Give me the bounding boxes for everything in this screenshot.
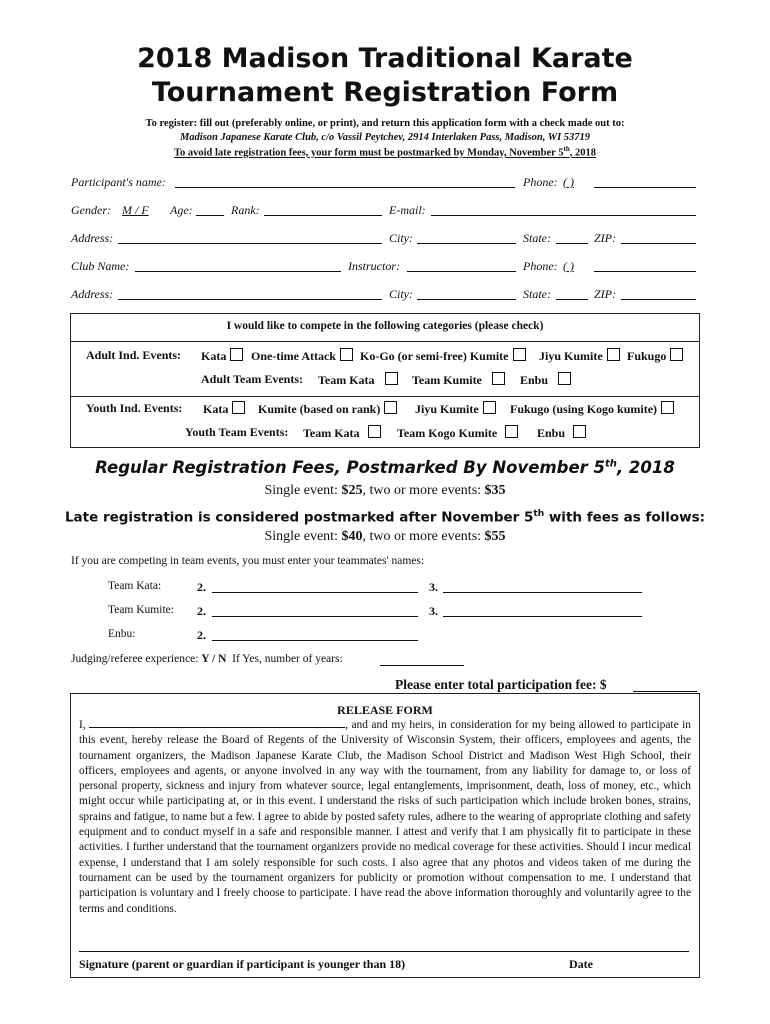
release-form-heading: RELEASE FORM — [337, 703, 433, 717]
city-label: City: — [389, 231, 413, 245]
intro-address: Madison Japanese Karate Club, c/o Vassil Peytchev, 2914 Interlaken Pass, Madison, WI 53719 — [179, 132, 591, 143]
team-kumite-2-label: 2. — [197, 604, 206, 618]
club-state-field[interactable] — [556, 287, 588, 300]
checkbox[interactable] — [232, 401, 245, 414]
instructor-field[interactable] — [407, 259, 516, 272]
judging-years-field[interactable] — [380, 653, 464, 666]
team-kumite-label: Team Kumite: — [108, 604, 174, 616]
checkbox[interactable] — [368, 425, 381, 438]
phone-label: Phone: — [523, 175, 558, 189]
rank-field[interactable] — [264, 203, 382, 216]
club-name-label: Club Name: — [71, 259, 130, 273]
youth-team-label: Youth Team Events: — [185, 425, 289, 439]
club-zip-field[interactable] — [621, 287, 696, 300]
club-phone-field[interactable] — [594, 259, 696, 272]
adult-ind-jiyu-kumite[interactable]: Jiyu Kumite — [539, 348, 620, 364]
judging-line: Judging/referee experience: Y / N If Yes, number of years: — [71, 653, 343, 665]
signature-label: Signature (parent or guardian if participant is younger than 18) — [79, 957, 406, 971]
checkbox[interactable] — [505, 425, 518, 438]
checkbox[interactable] — [340, 348, 353, 361]
adult-team-enbu[interactable]: Enbu — [520, 372, 571, 388]
categories-heading: I would like to compete in the following categories (please check) — [226, 320, 544, 332]
checkbox[interactable] — [558, 372, 571, 385]
checkbox[interactable] — [492, 372, 505, 385]
club-phone-label: Phone: — [523, 259, 558, 273]
adult-ind-fukugo[interactable]: Fukugo — [627, 348, 683, 364]
adult-team-kata[interactable]: Team Kata — [318, 372, 398, 388]
team-kata-2-label: 2. — [197, 580, 206, 594]
enbu-label: Enbu: — [108, 628, 136, 640]
youth-ind-jiyu-kumite[interactable]: Jiyu Kumite — [415, 401, 496, 417]
club-name-field[interactable] — [135, 259, 341, 272]
age-field[interactable] — [196, 203, 224, 216]
page-title-line2: Tournament Registration Form — [151, 77, 619, 108]
phone-field[interactable] — [594, 175, 696, 188]
checkbox[interactable] — [607, 348, 620, 361]
youth-ind-fukugo[interactable]: Fukugo (using Kogo kumite) — [510, 401, 674, 417]
enbu-2-field[interactable] — [212, 628, 418, 641]
participant-name-label: Participant's name: — [71, 175, 166, 189]
teammates-intro: If you are competing in team events, you must enter your teammates' names: — [71, 555, 425, 567]
youth-team-kogo-kumite[interactable]: Team Kogo Kumite — [397, 425, 518, 441]
enbu-2-label: 2. — [197, 628, 206, 642]
team-kata-2-field[interactable] — [212, 580, 418, 593]
phone-area-code: ( ) — [563, 175, 574, 189]
age-label: Age: — [170, 203, 193, 217]
adult-ind-kogo[interactable]: Ko-Go (or semi-free) Kumite — [360, 348, 526, 364]
team-kumite-3-field[interactable] — [443, 604, 642, 617]
team-kumite-2-field[interactable] — [212, 604, 418, 617]
adult-ind-one-time-attack[interactable]: One-time Attack — [251, 348, 353, 364]
intro-deadline: To avoid late registration fees, your form must be postmarked by Monday, November 5th, 2018 — [173, 145, 597, 159]
youth-team-kata[interactable]: Team Kata — [303, 425, 381, 441]
club-state-label: State: — [523, 287, 551, 301]
team-kumite-3-label: 3. — [429, 604, 438, 618]
club-city-field[interactable] — [417, 287, 516, 300]
checkbox[interactable] — [230, 348, 243, 361]
checkbox[interactable] — [385, 372, 398, 385]
categories-divider-mid — [70, 396, 700, 397]
late-fees-heading: Late registration is considered postmarked after November 5th with fees as follows: — [64, 509, 706, 526]
instructor-label: Instructor: — [348, 259, 400, 273]
regular-fees-heading: Regular Registration Fees, Postmarked By November 5th, 2018 — [95, 458, 675, 477]
state-field[interactable] — [556, 231, 588, 244]
checkbox[interactable] — [513, 348, 526, 361]
categories-divider-top — [70, 341, 700, 342]
club-phone-area-code: ( ) — [563, 259, 574, 273]
youth-ind-label: Youth Ind. Events: — [86, 401, 183, 415]
address-label: Address: — [71, 231, 114, 245]
adult-ind-label: Adult Ind. Events: — [86, 348, 182, 362]
youth-ind-kata[interactable]: Kata — [203, 401, 245, 417]
checkbox[interactable] — [661, 401, 674, 414]
zip-field[interactable] — [621, 231, 696, 244]
email-label: E-mail: — [389, 203, 426, 217]
gender-options[interactable]: M / F — [122, 203, 149, 217]
checkbox[interactable] — [483, 401, 496, 414]
page-title-line1: 2018 Madison Traditional Karate — [137, 43, 633, 74]
regular-fees-line: Single event: $25, two or more events: $35 — [264, 483, 506, 498]
release-form-text: I, , and and my heirs, in consideration for my being allowed to participate in this event, hereby release the Board of Regents of the University of Wisconsin System, their officers, employees and agents, the tournament organizers, the Madison Japanese Karate Club, the Madison School District and Madison West High School, their officers, employees and agents, or anyone involved in any way with the tournament, from any liability for damage to, or loss of personal property, sickness and injury from whatever source, legal entanglements, imprisonment, death, loss of money, etc., which might occur while participating at, or in this event. I understand the risks of such participation which include broken bones, strains, sprains and fatigue, to name but a few. I agree to abide by posted safety rules, adhere to the wearing of appropriate clothing and safety equipment and to conduct myself in a safe and responsible manner. I attest and verify that I am physically fit to participate in these activities. I further understand that the tournament organizers provide no medical coverage for these activities. Should I incur medical expense, I understand that I am solely responsible for such costs. I also agree that any photos and videos taken of me during the tournament can be used by the tournament organizers for publicity or promotion without compensation to me. I understand that participation is voluntary and I freely choose to participate. I have read the above information thoroughly and voluntarily agree to the terms and conditions. — [79, 719, 691, 915]
rank-label: Rank: — [231, 203, 260, 217]
club-address-label: Address: — [71, 287, 114, 301]
checkbox[interactable] — [670, 348, 683, 361]
adult-team-kumite[interactable]: Team Kumite — [412, 372, 505, 388]
release-name-field[interactable] — [89, 717, 345, 728]
team-kata-3-field[interactable] — [443, 580, 642, 593]
address-field[interactable] — [118, 231, 382, 244]
signature-line[interactable] — [79, 951, 689, 952]
youth-team-enbu[interactable]: Enbu — [537, 425, 586, 441]
date-label: Date — [569, 957, 593, 971]
participant-name-field[interactable] — [175, 175, 515, 188]
email-field[interactable] — [431, 203, 696, 216]
adult-team-label: Adult Team Events: — [201, 372, 304, 386]
team-kata-3-label: 3. — [429, 580, 438, 594]
zip-label: ZIP: — [594, 231, 616, 245]
intro-instructions: To register: fill out (preferably online, or print), and return this application form with a check made out to: — [145, 118, 625, 129]
club-address-field[interactable] — [118, 287, 382, 300]
checkbox[interactable] — [573, 425, 586, 438]
total-fee-label: Please enter total participation fee: $ — [395, 677, 607, 692]
state-label: State: — [523, 231, 551, 245]
adult-ind-kata[interactable]: Kata — [201, 348, 243, 364]
youth-ind-kumite[interactable]: Kumite (based on rank) — [258, 401, 397, 417]
city-field[interactable] — [417, 231, 516, 244]
gender-label: Gender: — [71, 203, 111, 217]
late-fees-line: Single event: $40, two or more events: $55 — [264, 529, 506, 544]
club-city-label: City: — [389, 287, 413, 301]
checkbox[interactable] — [384, 401, 397, 414]
club-zip-label: ZIP: — [594, 287, 616, 301]
total-fee-field[interactable] — [633, 678, 697, 692]
team-kata-label: Team Kata: — [108, 580, 162, 592]
